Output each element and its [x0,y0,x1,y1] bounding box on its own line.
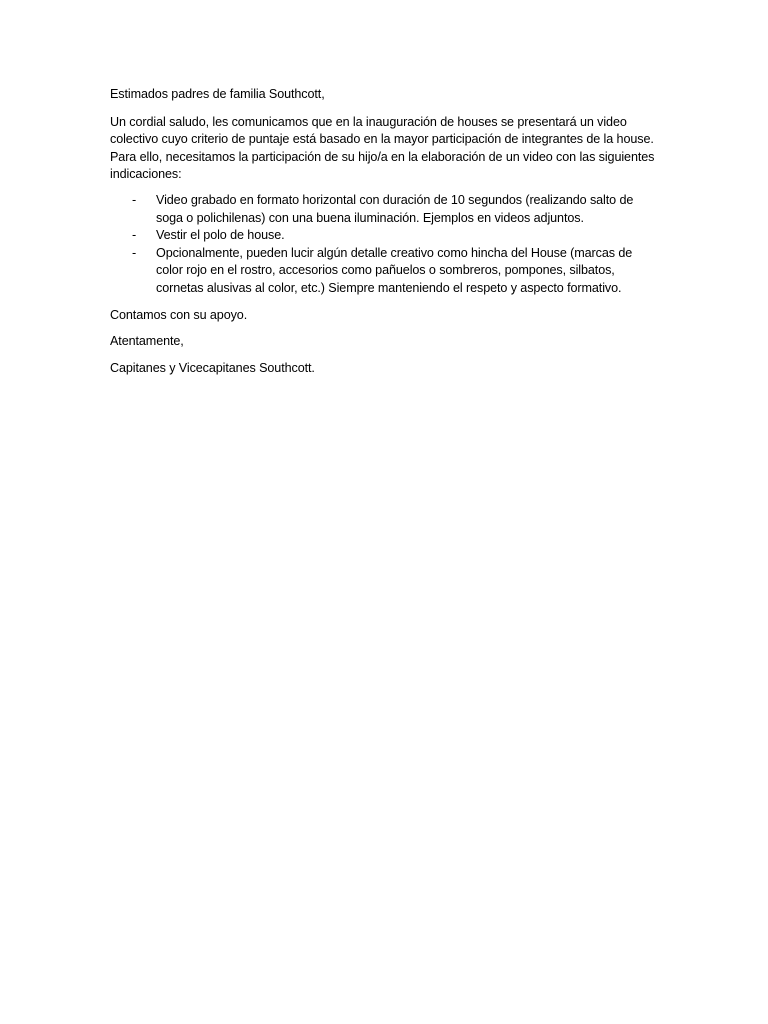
list-item-text: Video grabado en formato horizontal con duración de 10 segundos (realizando salto de soga o polichilenas) con una buena iluminación. Ejemplos en videos adjuntos. [156,192,634,225]
list-item [110,192,662,227]
letter-salutation: Estimados padres de familia Southcott, [110,87,325,101]
list-item-text: Vestir el polo de house. [156,228,285,243]
instructions-list [110,192,662,298]
bullet-dash: - [132,228,137,243]
bullet-dash: - [132,245,137,260]
closing-line: Atentamente, [110,334,184,349]
letter-intro-paragraph: Un cordial saludo, les comunicamos que en la inauguración de houses se presentará un video colectivo cuyo criterio de puntaje está basado en la mayor participación de integrantes de la house. Para ello, necesitamos la participación de su hijo/a en la elaboración de un video con las siguientes indicaciones: [110,114,655,182]
list-item-text: Opcionalmente, pueden lucir algún detalle creativo como hincha del House (marcas de color rojo en el rostro, accesorios como pañuelos o sombreros, pompones, silbatos, cornetas alusivas al color, etc.) Siempre manteniendo el respeto y aspecto formativo. [156,245,633,295]
bullet-dash: - [132,192,137,207]
signature-line: Capitanes y Vicecapitanes Southcott. [110,360,315,375]
letter-document [110,86,662,386]
list-item [110,227,662,245]
list-item [110,245,662,298]
support-line: Contamos con su apoyo. [110,307,248,322]
